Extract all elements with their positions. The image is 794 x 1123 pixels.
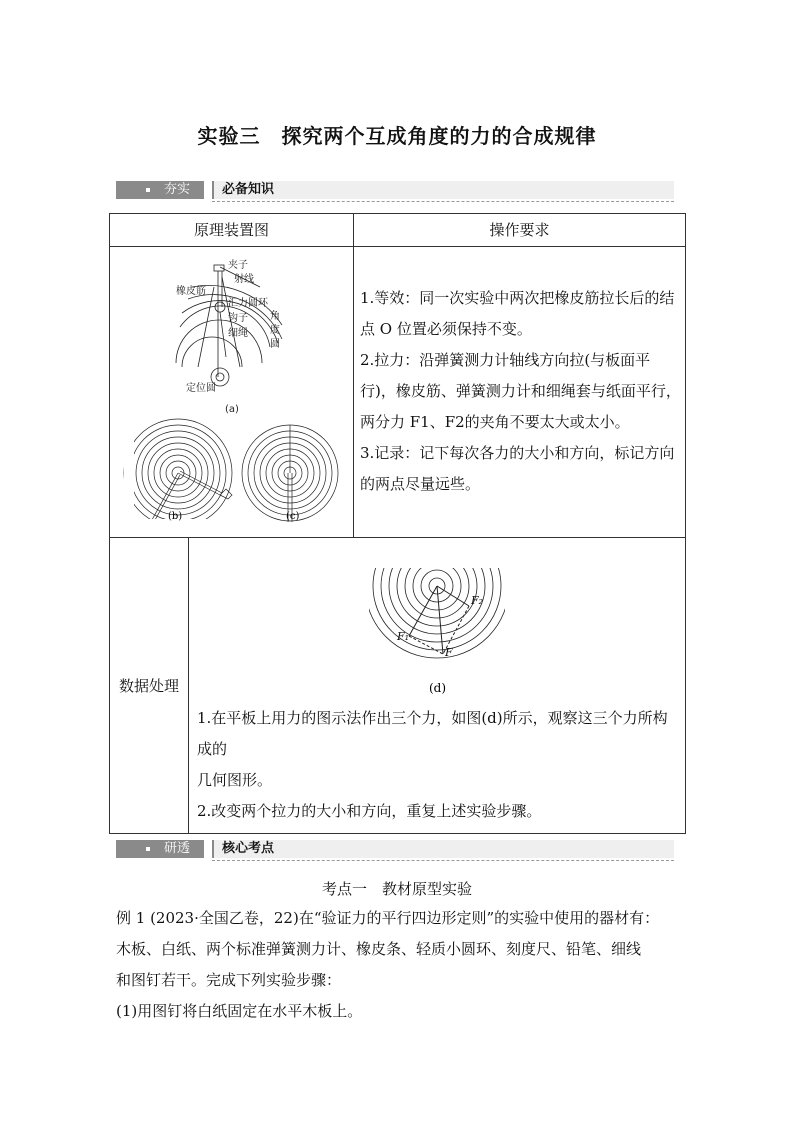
data-processing-label: 数据处理: [110, 538, 189, 834]
example-line-4: (1)用图钉将白纸固定在水平木板上。: [116, 1002, 363, 1020]
op-item-2: 2.拉力：沿弹簧测力计轴线方向拉(与板面平行)，橡皮筋、弹簧测力计和细绳套与纸面平行，两分力 F1、F2的夹角不要太大或太小。: [360, 351, 681, 431]
section-tag: [116, 840, 204, 858]
op-item-3: 3.记录：记下每次各力的大小和方向，标记方向的两点尽量远些。: [360, 444, 675, 493]
data-processing-content: [189, 538, 686, 834]
section-tag: [116, 181, 204, 199]
section-tag-label: 研透: [164, 841, 191, 856]
apparatus-diagram: [110, 247, 353, 537]
label-angle1: 角: [270, 311, 280, 322]
experiment-table: [109, 213, 686, 834]
label-angle3: 圆: [270, 339, 280, 350]
label-f2: F₂: [471, 594, 484, 607]
bullet-icon: [146, 188, 150, 192]
section-name: 必备知识: [212, 181, 674, 199]
data-line-3: 2.改变两个拉力的大小和方向，重复上述实验步骤。: [197, 802, 542, 820]
divider: [212, 860, 674, 862]
label-clip: 夹子: [228, 260, 248, 271]
caption-b: (b): [168, 511, 183, 522]
section-header-knowledge: [116, 181, 676, 201]
data-line-1: 1.在平板上用力的图示法作出三个力，如图(d)所示，观察这三个力所构成的: [197, 709, 668, 758]
data-line-2: 几何图形。: [197, 771, 273, 789]
section-tag-label: 夯实: [164, 182, 191, 197]
header-principle: 原理装置图: [110, 214, 354, 247]
operation-requirements: [354, 247, 686, 538]
figure-d: [197, 568, 677, 703]
kaodian-heading: 考点一 教材原型实验: [321, 880, 472, 898]
caption-c: (c): [286, 511, 300, 522]
op-item-1: 1.等效：同一次实验中两次把橡皮筋拉长后的结点 O 位置必须保持不变。: [360, 289, 675, 338]
label-angle2: 度: [270, 325, 280, 336]
bullet-icon: [146, 847, 150, 851]
divider: [212, 201, 674, 203]
example-line-1: 例 1 (2023·全国乙卷，22)在“验证力的平行四边形定则”的实验中使用的器材有：: [116, 909, 660, 927]
label-f: F: [445, 646, 453, 659]
caption-d: (d): [429, 681, 447, 695]
example-line-2: 木板、白纸、两个标准弹簧测力计、橡皮条、轻质小圆环、刻度尺、铅笔、细线: [116, 940, 642, 958]
label-ring: 汇力圆环: [228, 298, 268, 309]
label-hook: 钩子: [228, 313, 248, 324]
label-rubber: 橡皮筋: [176, 286, 206, 297]
label-fixed: 定位圆: [186, 383, 216, 394]
label-thread: 射线: [234, 274, 254, 285]
caption-a: (a): [225, 404, 239, 415]
example-text: [116, 903, 686, 1027]
label-f1: F₁: [397, 630, 410, 643]
header-operation: 操作要求: [354, 214, 686, 247]
page-title: 实验三 探究两个互成角度的力的合成规律: [197, 124, 597, 148]
example-line-3: 和图钉若干。完成下列实验步骤：: [116, 971, 342, 989]
label-rope: 细绳: [228, 328, 248, 339]
figure-c: [242, 425, 338, 522]
principle-figures: [110, 247, 354, 538]
figure-a: [176, 265, 282, 386]
section-header-core: [116, 840, 676, 860]
section-name: 核心考点: [212, 840, 674, 858]
